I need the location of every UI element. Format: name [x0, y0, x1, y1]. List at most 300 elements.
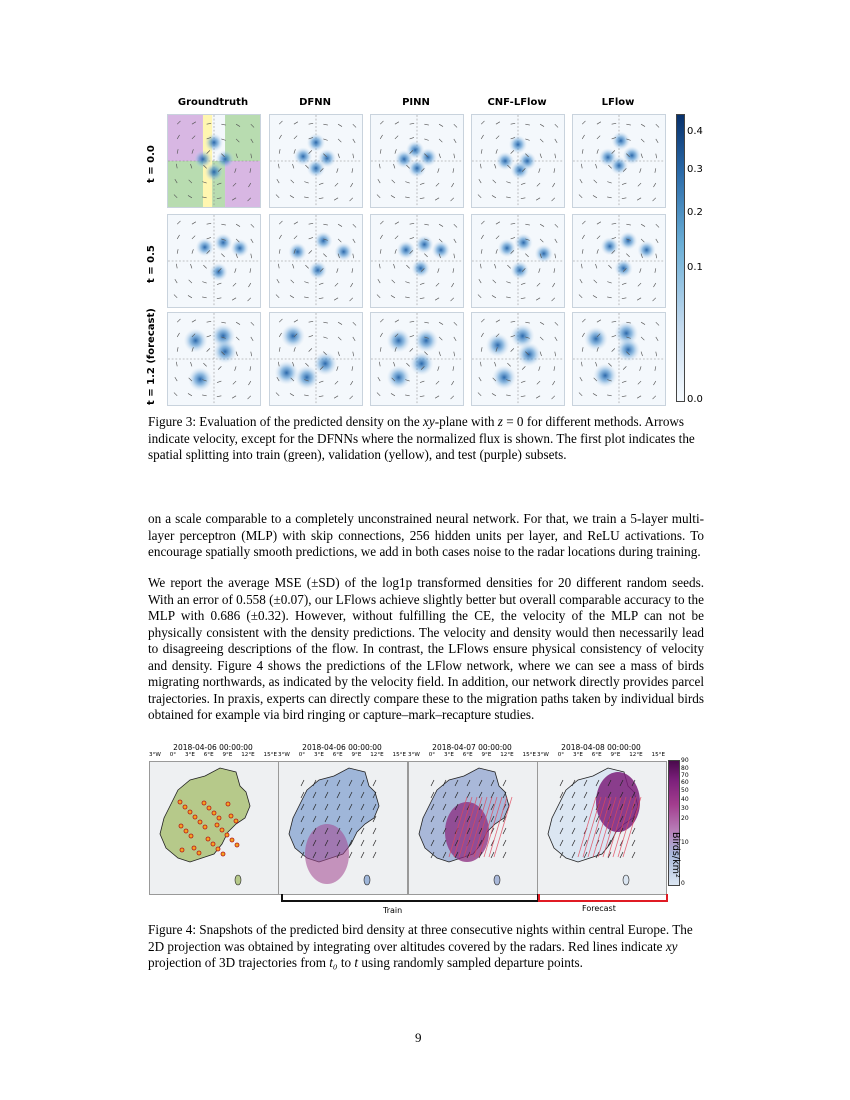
map-panel-1: [149, 761, 279, 895]
velocity-arrow: [453, 168, 454, 173]
velocity-arrow: [424, 124, 429, 125]
velocity-arrow: [656, 352, 657, 357]
row-label-t12-forecast: t = 1.2 (forecast): [146, 308, 157, 405]
velocity-arrow: [248, 283, 250, 287]
velocity-arrow: [380, 121, 383, 124]
velocity-arrow: [251, 322, 254, 325]
velocity-arrow: [555, 154, 556, 159]
velocity-arrow: [323, 322, 328, 323]
velocity-arrow: [582, 333, 584, 337]
map-title-3: 2018-04-07 00:00:00: [432, 743, 512, 752]
velocity-arrow: [221, 224, 226, 225]
velocity-arrow: [350, 283, 352, 287]
velocity-arrow: [454, 239, 456, 243]
velocity-arrow: [656, 239, 658, 243]
velocity-arrow: [536, 298, 540, 300]
velocity-arrow: [454, 124, 457, 127]
velocity-arrow: [552, 298, 555, 301]
velocity-arrow: [597, 136, 600, 139]
velocity-arrow: [612, 348, 615, 351]
density-panel-1-3: [370, 114, 464, 208]
lon-tick: 9°E: [610, 752, 621, 758]
velocity-arrow: [177, 249, 178, 254]
velocity-arrow: [319, 198, 324, 199]
colorbar-tick-01: 0.1: [687, 262, 703, 273]
velocity-arrow: [607, 197, 612, 198]
velocity-arrow: [395, 222, 399, 224]
velocity-arrow: [405, 297, 410, 298]
velocity-arrow: [435, 396, 439, 398]
velocity-arrow: [391, 195, 395, 197]
map-title-2: 2018-04-06 00:00:00: [302, 743, 382, 752]
radar-location: [235, 843, 239, 847]
velocity-arrow: [279, 249, 280, 254]
velocity-arrow: [377, 195, 380, 198]
velocity-arrow: [279, 149, 280, 154]
velocity-arrow: [279, 135, 281, 139]
velocity-arrow: [177, 347, 178, 352]
velocity-arrow: [511, 348, 514, 351]
lon-tick: 15°E: [651, 752, 665, 758]
velocity-arrow: [494, 164, 495, 168]
density-blob: [492, 365, 516, 389]
velocity-arrow: [319, 183, 323, 184]
lon-tick: 3°W: [149, 752, 161, 758]
velocity-arrow: [420, 198, 425, 199]
velocity-arrow: [595, 362, 596, 366]
density-blob: [397, 241, 415, 259]
velocity-arrow: [496, 320, 500, 322]
density-blob: [509, 135, 527, 153]
density-blob: [517, 342, 541, 366]
density-panel-1-2: [269, 114, 363, 208]
lon-tick: 3°E: [313, 752, 324, 758]
velocity-arrow: [540, 337, 543, 340]
velocity-arrow: [478, 195, 481, 198]
density-blob: [637, 241, 655, 259]
velocity-arrow: [380, 333, 382, 337]
velocity-arrow: [537, 183, 540, 186]
velocity-arrow: [582, 319, 585, 322]
velocity-arrow: [622, 283, 626, 284]
density-blob: [213, 340, 237, 364]
velocity-arrow: [479, 179, 481, 183]
velocity-arrow: [177, 333, 179, 337]
velocity-arrow: [378, 179, 380, 183]
lon-tick: 12°E: [370, 752, 384, 758]
velocity-arrow: [338, 139, 341, 142]
birds-colorbar-tick: 10: [681, 839, 689, 846]
birds-colorbar-tick: 60: [681, 779, 689, 786]
velocity-arrow: [338, 224, 342, 226]
velocity-arrow: [176, 264, 177, 269]
lon-tick: 0°: [169, 752, 177, 758]
velocity-arrow: [582, 235, 584, 239]
velocity-arrow: [304, 182, 308, 183]
velocity-arrow: [353, 337, 355, 341]
velocity-arrow: [309, 321, 314, 322]
velocity-arrow: [626, 224, 631, 225]
radar-location: [178, 800, 182, 804]
velocity-arrow: [176, 362, 177, 367]
velocity-arrow: [323, 254, 326, 257]
velocity-arrow: [235, 366, 236, 370]
velocity-arrow: [478, 295, 481, 298]
velocity-arrow: [641, 139, 644, 142]
velocity-arrow: [492, 393, 496, 395]
velocity-arrow: [555, 124, 558, 127]
velocity-arrow: [479, 377, 481, 381]
velocity-arrow: [595, 264, 596, 268]
forecast-label: Forecast: [582, 904, 616, 913]
velocity-arrow: [353, 154, 354, 159]
velocity-arrow: [305, 265, 308, 268]
velocity-arrow: [451, 183, 453, 187]
velocity-arrow: [250, 268, 251, 273]
velocity-arrow: [439, 337, 442, 340]
velocity-arrow: [290, 195, 294, 197]
density-panel-2-1: [167, 214, 261, 308]
velocity-arrow: [290, 393, 294, 395]
velocity-arrow: [641, 124, 645, 126]
velocity-arrow: [334, 396, 338, 398]
velocity-arrow: [626, 254, 629, 257]
velocity-arrow: [597, 320, 601, 322]
radar-location: [217, 816, 221, 820]
lon-tick: 12°E: [629, 752, 643, 758]
velocity-arrow: [521, 198, 526, 199]
velocity-arrow: [579, 295, 582, 298]
radar-location: [207, 806, 211, 810]
velocity-arrow: [594, 280, 597, 283]
velocity-arrow: [608, 265, 611, 268]
velocity-arrow: [192, 249, 193, 253]
velocity-arrow: [217, 381, 221, 382]
velocity-arrow: [276, 295, 279, 298]
velocity-arrow: [552, 198, 555, 201]
density-blob: [410, 352, 434, 376]
velocity-arrow: [493, 280, 496, 283]
velocity-arrow: [410, 321, 415, 322]
density-blob: [614, 259, 632, 277]
velocity-arrow: [537, 283, 540, 286]
velocity-arrow: [439, 352, 440, 356]
velocity-arrow: [622, 298, 627, 299]
velocity-arrow: [174, 295, 177, 298]
velocity-arrow: [232, 396, 236, 398]
density-blob: [387, 365, 411, 389]
velocity-arrow: [555, 239, 557, 243]
radar-location: [193, 815, 197, 819]
velocity-arrow: [337, 168, 338, 172]
velocity-arrow: [641, 322, 645, 324]
density-panel-2-5: [572, 214, 666, 308]
lon-tick: 3°W: [278, 752, 290, 758]
velocity-arrow: [420, 396, 425, 397]
velocity-arrow: [233, 381, 236, 384]
velocity-arrow: [378, 377, 380, 381]
velocity-arrow: [653, 298, 656, 301]
velocity-arrow: [496, 122, 500, 124]
radar-location: [179, 824, 183, 828]
velocity-arrow: [582, 347, 583, 352]
velocity-arrow: [337, 268, 338, 272]
velocity-arrow: [309, 123, 314, 124]
velocity-arrow: [481, 221, 484, 224]
density-blob: [281, 324, 305, 348]
velocity-arrow: [640, 268, 641, 272]
velocity-arrow: [595, 164, 596, 168]
velocity-arrow: [377, 295, 380, 298]
velocity-arrow: [217, 396, 222, 397]
velocity-arrow: [655, 268, 656, 273]
density-panel-3-5: [572, 312, 666, 406]
radar-location: [180, 848, 184, 852]
lon-tick: 3°E: [184, 752, 195, 758]
lon-tick-row: [408, 752, 536, 758]
velocity-arrow: [424, 254, 427, 257]
velocity-arrow: [612, 123, 617, 124]
column-title-groundtruth: Groundtruth: [177, 97, 249, 108]
velocity-arrow: [481, 319, 484, 322]
velocity-arrow: [554, 168, 555, 173]
density-blob: [387, 329, 411, 353]
density-blob: [209, 263, 227, 281]
velocity-arrow: [424, 322, 429, 323]
velocity-arrow: [279, 221, 282, 224]
velocity-arrow: [410, 123, 415, 124]
velocity-arrow: [626, 124, 631, 125]
velocity-arrow: [248, 298, 251, 301]
velocity-arrow: [323, 124, 328, 125]
velocity-arrow: [380, 149, 381, 154]
velocity-arrow: [481, 249, 482, 254]
velocity-arrow: [612, 223, 617, 224]
lon-tick: 12°E: [500, 752, 514, 758]
velocity-arrow: [391, 393, 395, 395]
velocity-arrow: [451, 298, 454, 301]
velocity-arrow: [525, 224, 530, 225]
velocity-arrow: [580, 377, 582, 381]
velocity-arrow: [540, 239, 543, 242]
velocity-arrow: [479, 279, 481, 283]
velocity-arrow: [379, 362, 380, 367]
row-label-t0: t = 0.0: [146, 145, 157, 183]
velocity-arrow: [506, 297, 511, 298]
velocity-arrow: [554, 268, 555, 273]
velocity-arrow: [218, 366, 221, 369]
velocity-arrow: [353, 139, 355, 143]
paragraph-results: We report the average MSE (±SD) of the log1p transformed densities for 20 different random seeds. With an error of 0.558 (±0.07), our LFlows achieve slightly better but overall comparable accuracy to the MLP with 0.686 (±0.32). However, without fulfilling the CE, the velocity of the MLP can not be physically consistent with the density predictions. The velocity and density would then necessarily lead to disagreeing descriptions of the flow. In contrast, the LFlows ensure physical consistency of velocity and density. Figure 4 shows the predictions of the LFlow network, where we can see a mass of birds migrating northwards, as indicated by the velocity field. In addition, our network directly provides parcel trajectories. In praxis, experts can directly compare these to the migration paths taken by individual birds obtained for example via bird ringing or capture–mark–recapture studies.: [148, 575, 704, 722]
colorbar-tick-00: 0.0: [687, 394, 703, 405]
velocity-arrow: [379, 164, 380, 169]
density-blob: [205, 133, 223, 151]
velocity-arrow: [410, 335, 414, 336]
velocity-arrow: [597, 149, 598, 153]
velocity-arrow: [623, 366, 626, 369]
velocity-arrow: [493, 180, 496, 183]
velocity-arrow: [540, 124, 544, 126]
velocity-arrow: [481, 121, 484, 124]
velocity-arrow: [309, 348, 312, 351]
lon-tick: 3°W: [408, 752, 420, 758]
density-panel-3-4: [471, 312, 565, 406]
velocity-arrow: [539, 366, 540, 370]
velocity-arrow: [653, 198, 656, 201]
velocity-arrow: [655, 168, 656, 173]
velocity-arrow: [338, 337, 341, 340]
velocity-arrow: [438, 168, 439, 172]
velocity-arrow: [319, 283, 323, 284]
velocity-arrow: [353, 322, 356, 325]
velocity-arrow: [393, 164, 394, 168]
figure-4-caption: Figure 4: Snapshots of the predicted bird density at three consecutive nights within central Europe. The 2D projection was obtained by integrating over altitudes covered by the radars. Red lines indicate xy projection of 3D trajectories from t₀ to t using randomly sampled departure points.: [148, 922, 693, 970]
velocity-arrow: [236, 224, 240, 226]
velocity-arrow: [481, 135, 483, 139]
velocity-arrow: [656, 322, 659, 325]
velocity-arrow: [251, 352, 252, 357]
velocity-arrow: [637, 396, 641, 398]
velocity-arrow: [323, 337, 327, 338]
velocity-arrow: [552, 381, 554, 385]
velocity-arrow: [235, 268, 236, 272]
velocity-arrow: [638, 183, 641, 186]
velocity-arrow: [278, 164, 279, 169]
velocity-arrow: [221, 254, 224, 257]
velocity-arrow: [552, 283, 554, 287]
lon-tick-row: [278, 752, 406, 758]
velocity-arrow: [511, 237, 515, 238]
velocity-arrow: [207, 335, 211, 336]
velocity-arrow: [350, 396, 353, 399]
velocity-arrow: [640, 366, 641, 370]
velocity-arrow: [525, 322, 530, 323]
velocity-arrow: [294, 347, 295, 351]
velocity-arrow: [607, 395, 612, 396]
velocity-arrow: [250, 366, 251, 371]
velocity-arrow: [656, 224, 659, 227]
velocity-arrow: [420, 381, 424, 382]
page-number: 9: [415, 1030, 422, 1045]
velocity-arrow: [607, 182, 611, 183]
density-panel-2-4: [471, 214, 565, 308]
velocity-arrow: [511, 123, 516, 124]
lon-tick: 15°E: [522, 752, 536, 758]
density-blob: [205, 163, 223, 181]
density-blob: [196, 238, 214, 256]
velocity-arrow: [395, 136, 398, 139]
density-blob: [584, 327, 608, 351]
velocity-arrow: [338, 239, 341, 242]
velocity-arrow: [539, 268, 540, 272]
velocity-arrow: [607, 297, 612, 298]
velocity-arrow: [353, 224, 356, 227]
velocity-arrow: [353, 239, 355, 243]
radar-location: [215, 823, 219, 827]
velocity-arrow: [593, 295, 597, 297]
lon-tick: 12°E: [241, 752, 255, 758]
velocity-arrow: [521, 396, 526, 397]
velocity-arrow: [319, 381, 323, 382]
lon-tick: 15°E: [263, 752, 277, 758]
velocity-arrow: [555, 139, 557, 143]
velocity-arrow: [597, 236, 600, 239]
velocity-arrow: [392, 280, 395, 283]
velocity-arrow: [496, 222, 500, 224]
radar-location: [184, 829, 188, 833]
velocity-arrow: [251, 337, 253, 341]
velocity-arrow: [641, 154, 642, 158]
velocity-arrow: [420, 183, 424, 184]
lon-tick: 6°E: [332, 752, 343, 758]
density-blob: [511, 161, 529, 179]
velocity-arrow: [294, 236, 297, 239]
velocity-arrow: [451, 283, 453, 287]
velocity-arrow: [641, 337, 644, 340]
density-blob: [214, 233, 232, 251]
velocity-arrow: [582, 121, 585, 124]
velocity-arrow: [294, 222, 298, 224]
velocity-arrow: [507, 363, 510, 366]
velocity-arrow: [655, 366, 656, 371]
map-panel-4: [537, 761, 667, 895]
radar-location: [202, 801, 206, 805]
velocity-arrow: [207, 321, 212, 322]
velocity-arrow: [207, 348, 210, 351]
velocity-arrow: [279, 347, 280, 352]
density-blob: [408, 159, 426, 177]
velocity-arrow: [656, 124, 659, 127]
density-blob: [619, 232, 637, 250]
velocity-arrow: [435, 298, 439, 300]
velocity-arrow: [521, 298, 526, 299]
velocity-arrow: [190, 362, 191, 366]
density-blob: [184, 329, 208, 353]
velocity-arrow: [656, 139, 658, 143]
velocity-arrow: [248, 381, 250, 385]
radar-location: [225, 833, 229, 837]
velocity-arrow: [492, 295, 496, 297]
forecast-bracket: [538, 894, 668, 902]
velocity-arrow: [653, 183, 655, 187]
density-blob: [188, 367, 212, 391]
velocity-arrow: [350, 381, 352, 385]
velocity-arrow: [540, 224, 544, 226]
velocity-arrow: [481, 235, 483, 239]
density-panel-3-1: [167, 312, 261, 406]
velocity-arrow: [424, 139, 428, 140]
island: [494, 875, 500, 885]
velocity-arrow: [420, 283, 424, 284]
velocity-arrow: [380, 319, 383, 322]
velocity-arrow: [554, 366, 555, 371]
density-panel-3-3: [370, 312, 464, 406]
velocity-arrow: [454, 254, 455, 259]
velocity-arrow: [480, 164, 481, 169]
velocity-arrow: [294, 320, 298, 322]
velocity-arrow: [653, 381, 655, 385]
velocity-arrow: [492, 195, 496, 197]
radar-location: [226, 802, 230, 806]
velocity-arrow: [637, 298, 641, 300]
density-blob: [334, 243, 352, 261]
velocity-arrow: [406, 363, 409, 366]
velocity-arrow: [581, 164, 582, 169]
radar-location: [189, 834, 193, 838]
velocity-arrow: [656, 337, 658, 341]
birds-colorbar-tick: 30: [681, 805, 689, 812]
velocity-arrow: [640, 168, 641, 172]
